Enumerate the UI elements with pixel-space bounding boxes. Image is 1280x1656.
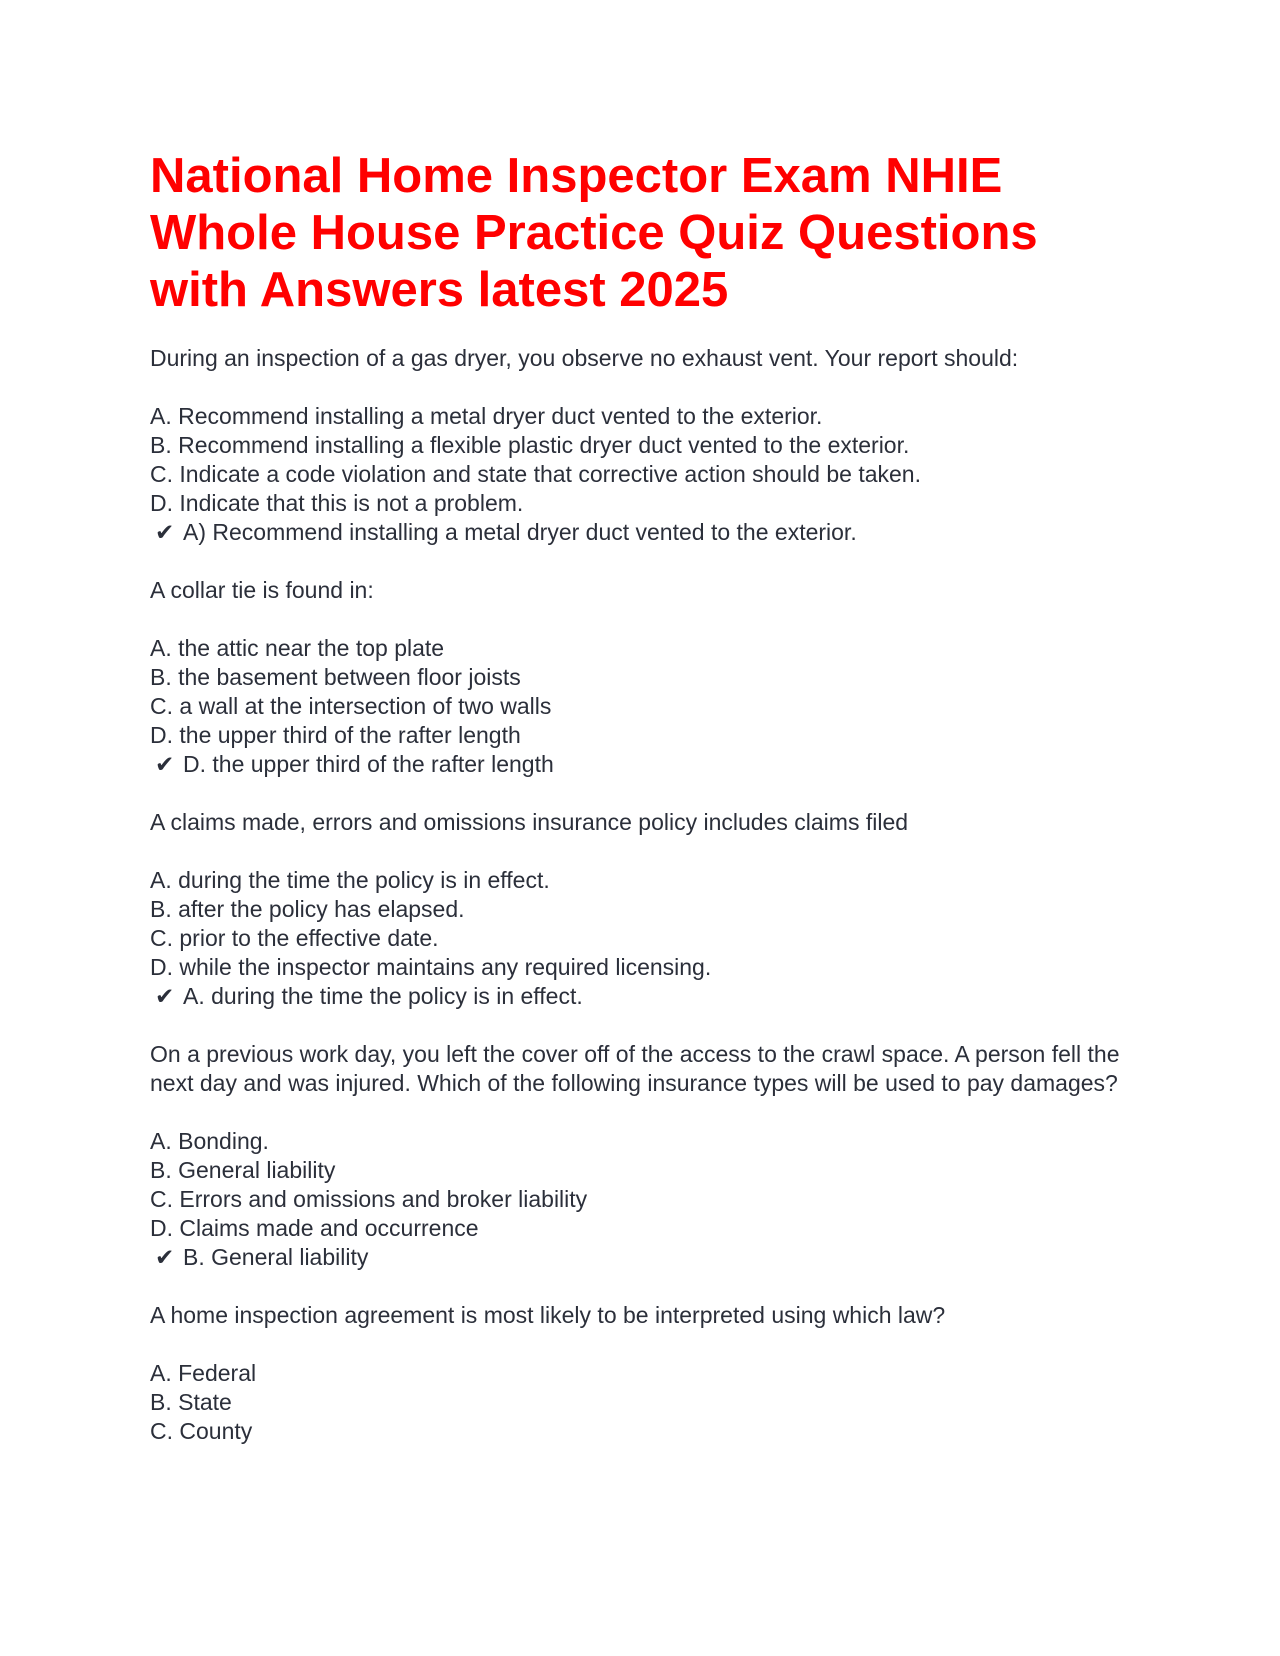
question-prompt: A claims made, errors and omissions insurance policy includes claims filed (150, 809, 909, 835)
checkmark-icon: ✔ (155, 1244, 175, 1270)
title-line: with Answers latest 2025 (150, 263, 729, 317)
title-line: Whole House Practice Quiz Questions (150, 206, 1038, 260)
answer-option: A. the attic near the top plate (150, 635, 445, 661)
answer-option: D. the upper third of the rafter length (150, 722, 521, 748)
correct-answer-text: A) Recommend installing a metal dryer duct vented to the exterior. (183, 519, 857, 545)
correct-answer (150, 518, 1130, 547)
question-prompt: On a previous work day, you left the cover off of the access to the crawl space. A person fell the next day and was injured. Which of the following insurance types will be used to pay damages? (150, 1041, 1120, 1096)
question-prompt: A home inspection agreement is most likely to be interpreted using which law? (150, 1302, 946, 1328)
answer-option: A. during the time the policy is in effect. (150, 867, 550, 893)
answer-option: B. the basement between floor joists (150, 664, 521, 690)
correct-answer (150, 750, 1130, 779)
answer-option: A. Bonding. (150, 1128, 269, 1154)
checkmark-icon: ✔ (155, 751, 175, 777)
answer-option: B. Recommend installing a flexible plastic dryer duct vented to the exterior. (150, 432, 910, 458)
question-prompt: During an inspection of a gas dryer, you observe no exhaust vent. Your report should: (150, 345, 1019, 371)
title-line: National Home Inspector Exam NHIE (150, 149, 1003, 203)
answer-option: D. while the inspector maintains any required licensing. (150, 954, 712, 980)
question-block (150, 576, 1130, 779)
correct-answer-text: B. General liability (183, 1244, 369, 1270)
answer-option: C. County (150, 1418, 253, 1444)
correct-answer (150, 982, 1130, 1011)
document-page (150, 148, 1130, 1475)
answer-option: A. Recommend installing a metal dryer duct vented to the exterior. (150, 403, 823, 429)
answer-option: C. Errors and omissions and broker liability (150, 1186, 588, 1212)
question-block (150, 1301, 1130, 1446)
question-block (150, 808, 1130, 1011)
answer-option: B. after the policy has elapsed. (150, 896, 465, 922)
answer-option: B. State (150, 1389, 232, 1415)
checkmark-icon: ✔ (155, 519, 175, 545)
correct-answer-text: D. the upper third of the rafter length (183, 751, 554, 777)
answer-option: D. Indicate that this is not a problem. (150, 490, 524, 516)
answer-option: C. Indicate a code violation and state that corrective action should be taken. (150, 461, 921, 487)
question-prompt: A collar tie is found in: (150, 577, 374, 603)
answer-option: C. prior to the effective date. (150, 925, 439, 951)
question-block (150, 1040, 1130, 1272)
answer-option: B. General liability (150, 1157, 336, 1183)
answer-option: D. Claims made and occurrence (150, 1215, 479, 1241)
checkmark-icon: ✔ (155, 983, 175, 1009)
answer-option: C. a wall at the intersection of two walls (150, 693, 552, 719)
answer-option: A. Federal (150, 1360, 257, 1386)
page-title (150, 148, 1130, 319)
correct-answer (150, 1243, 1130, 1272)
correct-answer-text: A. during the time the policy is in effect. (183, 983, 583, 1009)
question-block (150, 344, 1130, 547)
